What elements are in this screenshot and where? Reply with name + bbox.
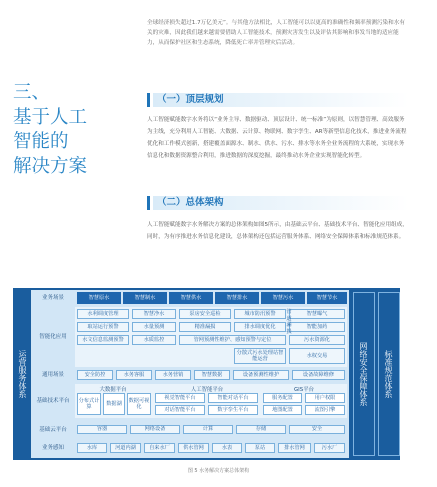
app-item: 智能加药 [289,322,345,332]
operations-service-system [13,288,31,460]
perception-item: 水表 [212,443,242,453]
business-item: 智慧排水 [215,292,259,304]
business-item: 智慧节水 [307,292,347,304]
network-security-label: 网络安全保障体系 [359,342,368,406]
general-item: 水务营销 [155,370,191,380]
section-2-body: 人工智能赋能数字水务解决方案的总体架构如图5所示，由基础云平台、基础技术平台、智能化应用组成，同时，为有序推进水务信息化建设，总体架构还包括运营服务体系、网络安全保障体系和标准规范体系。 [147,222,408,240]
general-item: 安全防控 [77,370,113,380]
tech-group-title: 大数据平台 [99,387,127,393]
cloud-item: 计算 [183,425,233,434]
app-item: 水利调度管理 [77,309,129,319]
app-item: 取站运行预警 [77,322,129,332]
business-item: 智慧制水 [123,292,167,304]
figure-caption: 图 5 水务解决方案总体架构 [187,468,250,474]
app-item: 管网预测性维护、感知预警与定位 [179,335,286,345]
cloud-item: 安全 [289,425,345,434]
tech-group-title: GIS平台 [294,387,314,393]
tech-item: 对话智能平台 [155,405,205,415]
row-label-cloud: 基础云平台 [39,426,67,433]
cloud-item: 网络设备 [130,425,180,434]
app-item: 智慧曝气 [289,309,345,319]
cloud-item: 容器 [77,425,127,434]
network-security-border [353,292,375,456]
heading-line-2: 基于人工 [13,106,88,128]
tech-item: 数字孪生平台 [208,405,258,415]
heading-line-4: 解决方案 [13,155,88,177]
app-item: 排水调度优化 [234,322,286,332]
section-2-accent [147,196,150,210]
app-item: 水权交易 [289,348,345,364]
app-item: 水文信息监测预警 [77,335,129,345]
section-1-title: （一）顶层规划 [157,94,224,105]
general-item: 水务客服 [116,370,152,380]
general-item: 设备故障维修 [292,370,345,380]
app-item: 分散式污水处理站智能运营 [234,348,286,364]
tech-item: 用户权限 [305,393,345,403]
section-2-header [147,196,409,210]
chapter-heading [13,81,138,179]
tech-item: 地图配置 [263,405,302,415]
row-label-apps: 智能化应用 [39,333,67,340]
tech-item: 数据可视化 [127,393,151,415]
app-item: 泵房安全巡检 [179,309,231,319]
perception-item: 水库 [77,443,107,453]
app-item: 污水资源化 [289,335,345,345]
app-item: 智慧净水 [132,309,176,319]
perception-item: 河道内湖 [110,443,141,453]
perception-item: 供水管网 [178,443,209,453]
perception-item: 泵站 [245,443,275,453]
app-item: 水质监控 [132,335,176,345]
tech-group-title: 人工智能平台 [190,387,224,393]
business-item: 智慧原水 [77,292,121,304]
tech-item: 数据湖 [103,393,125,415]
row-label-perception: 业务感知 [41,444,64,451]
app-item: 城市防汛预警 [234,309,286,319]
business-item: 智慧污水 [261,292,305,304]
general-item: 设备预测性维护 [233,370,289,380]
row-label-general: 通用场景 [41,371,64,378]
section-2-title: （二）总体架构 [157,197,224,208]
cloud-item: 存储 [236,425,286,434]
heading-line-3: 智能的 [13,131,69,152]
tech-item: 流图引擎 [305,405,345,415]
general-item: 智慧数据 [194,370,230,380]
tech-item: 分布式计算 [77,393,101,415]
tech-item: 智能对话平台 [208,393,258,403]
standards-label: 标准规范体系 [384,350,393,398]
operations-service-label: 运营服务体系 [18,350,27,398]
business-item: 智慧供水 [169,292,213,304]
standards-border [378,292,400,456]
perception-item: 污水厂 [314,443,345,453]
section-1-accent [147,93,150,107]
section-1-body: 人工智能赋能数字水务将以“业务主导、数据驱动、顶层设计、统一标准”为原则，以智慧管理、高效服务为主线，充分利用人工智能、大数据、云计算、物联网、数字孪生、AR等新型信息化技术，推进业务流程优化和工作模式创新，搭建覆盖面源水、制水、供水、污水、排水等水务全业务流程的大系统，实现水务信息化和数据资源整合利用，推进数据的深度挖掘，最终推动水务企业实现智能化转型。 [147,117,407,159]
perception-item: 自来水厂 [144,443,175,453]
row-label-business: 业务场景 [41,294,64,301]
heading-line-1: 三、 [13,82,51,103]
tech-item: 服务配置 [263,393,302,403]
perception-item: 排水管网 [278,443,311,453]
row-label-tech: 基础技术平台 [36,397,70,404]
tech-item: 视觉智能平台 [155,393,205,403]
architecture-grid [31,290,349,458]
app-item: 水量预测 [132,322,176,332]
app-item: 精准漏损 [179,322,231,332]
intro-paragraph: 全球经济损失超过1.7万亿美元”。与其他方法相比，人工智能可以以更高的准确性和频率预测污染和水有关的灾难，因此我们越来越需要借助人工智能技术，预测灾害发生以及评估其影响和事发当地的适应能力，从而保护社区和生态系统，降低死亡率并管理灾后活动。 [147,20,405,46]
architecture-diagram [13,288,400,460]
section-1-header [147,93,409,107]
